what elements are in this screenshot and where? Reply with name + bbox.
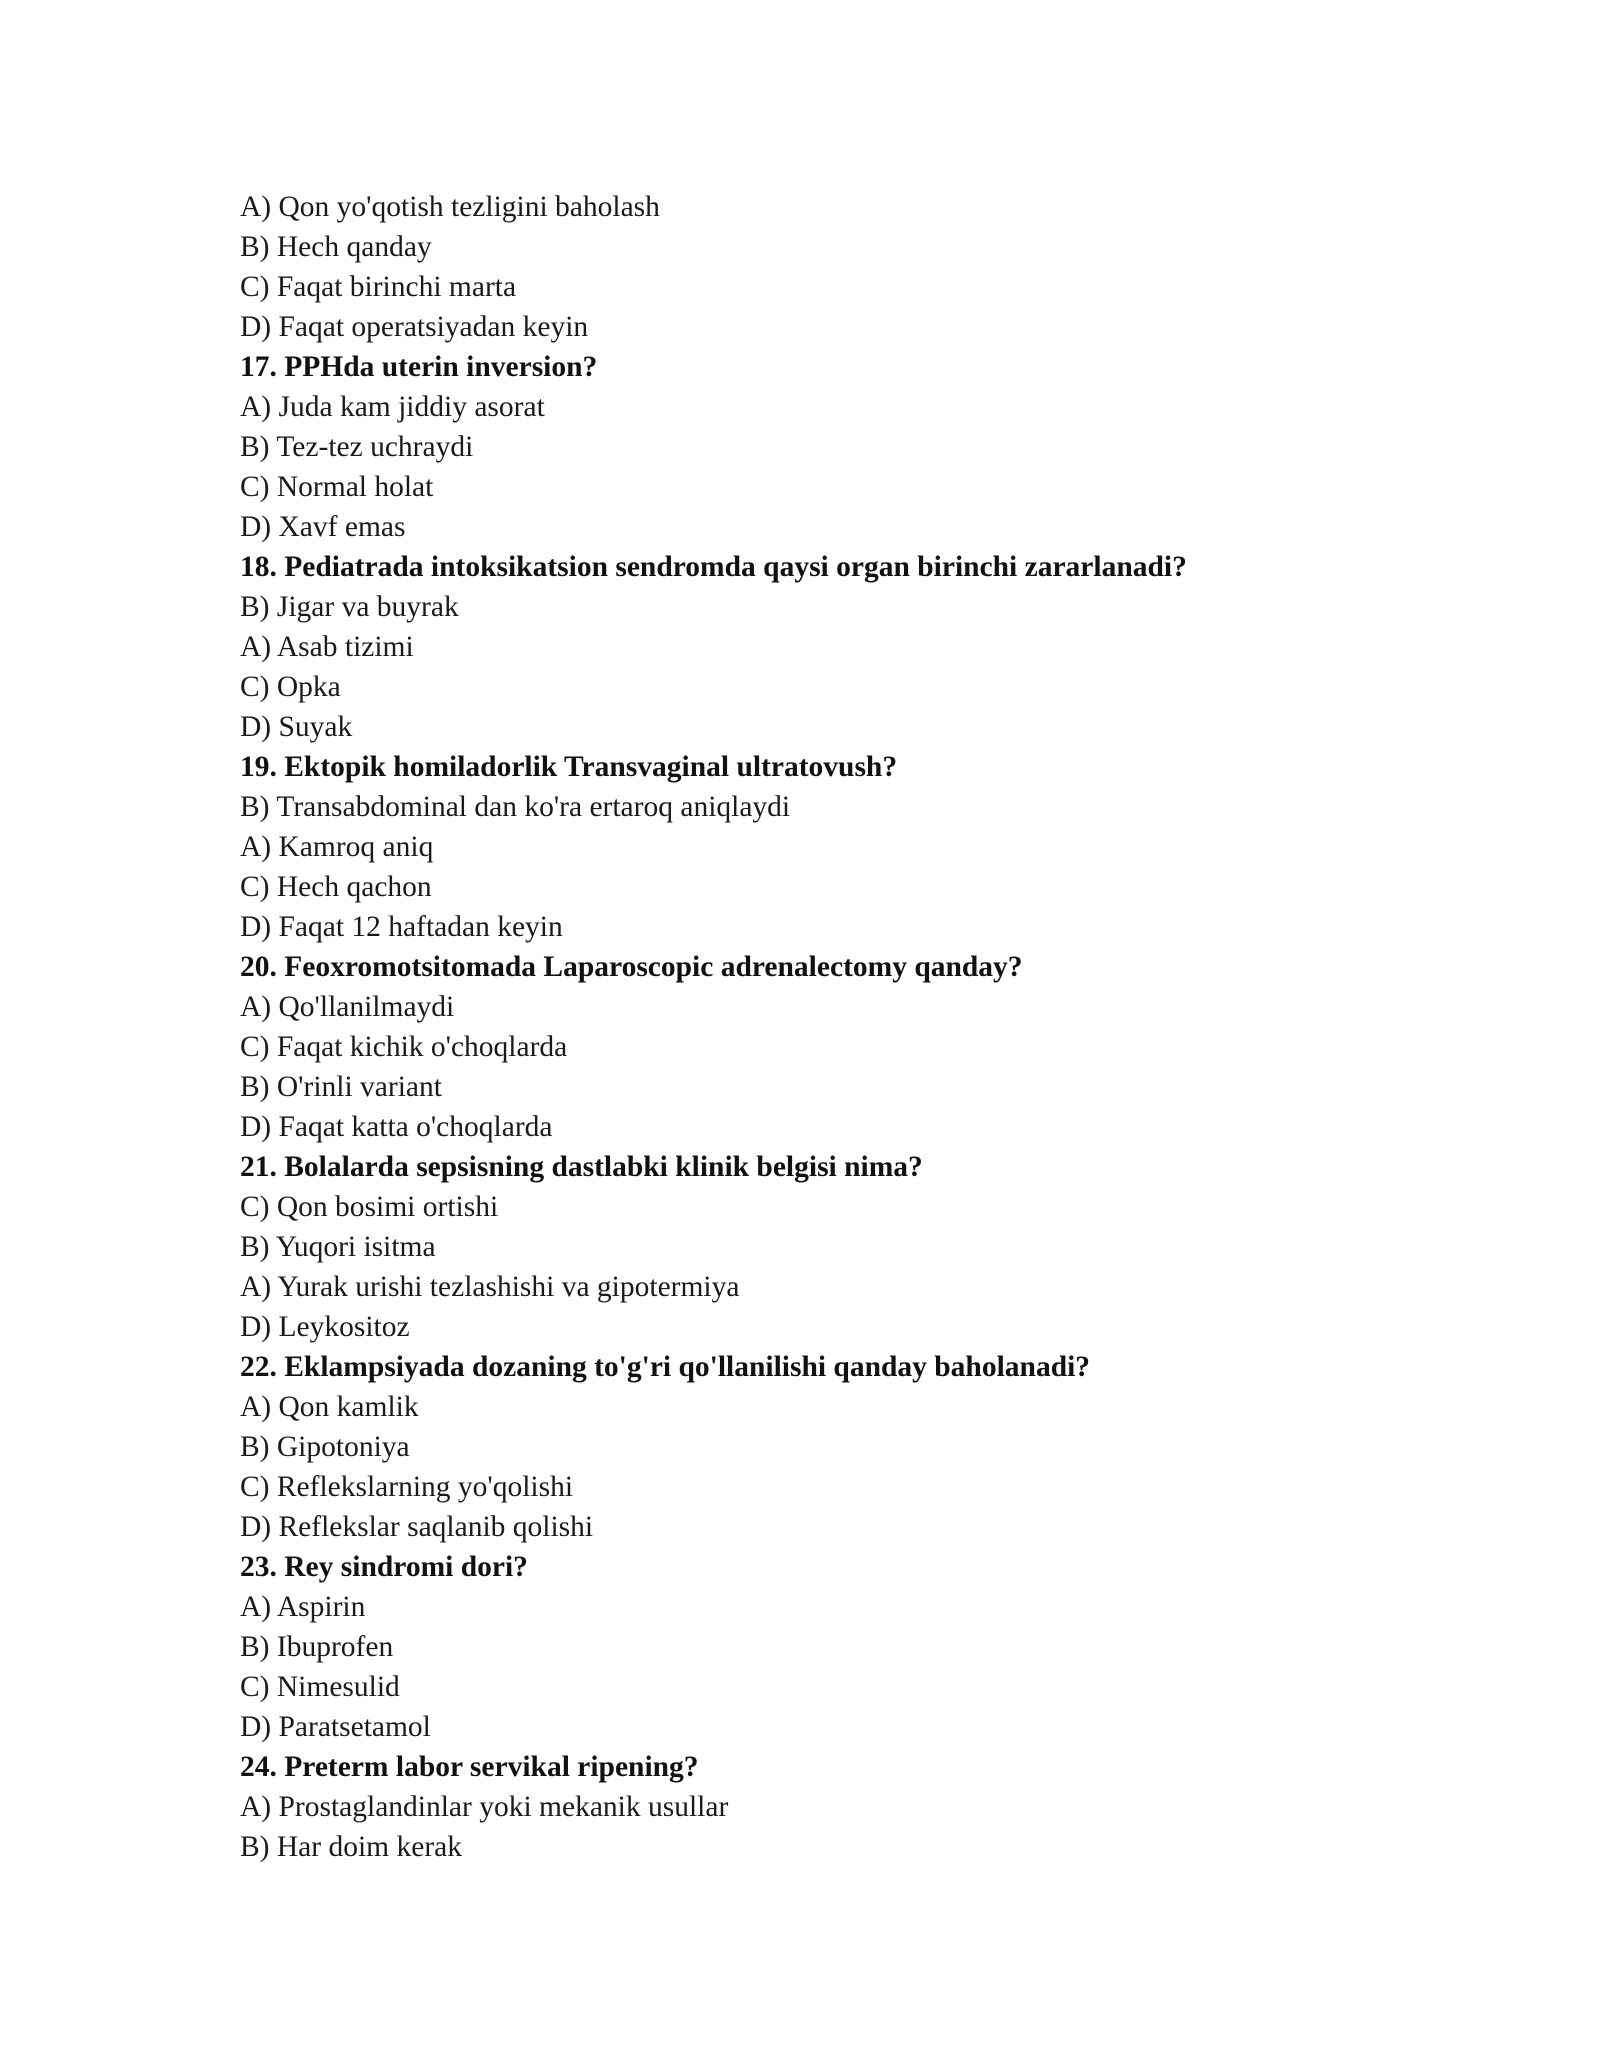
- answer-option: B) Hech qanday: [240, 231, 432, 263]
- answer-option: A) Asab tizimi: [240, 631, 414, 663]
- answer-option: C) Nimesulid: [240, 1671, 400, 1703]
- question-heading: 19. Ektopik homiladorlik Transvaginal ultratovush?: [240, 751, 898, 783]
- answer-option: B) Tez-tez uchraydi: [240, 431, 474, 463]
- answer-option: B) Ibuprofen: [240, 1631, 394, 1663]
- answer-option: A) Qon kamlik: [240, 1391, 419, 1423]
- answer-option: B) O'rinli variant: [240, 1071, 442, 1103]
- answer-option: D) Xavf emas: [240, 511, 406, 543]
- answer-option: B) Transabdominal dan ko'ra ertaroq aniqlaydi: [240, 791, 791, 823]
- answer-option: D) Leykositoz: [240, 1311, 410, 1343]
- answer-option: C) Faqat birinchi marta: [240, 271, 517, 303]
- question-heading: 20. Feoxromotsitomada Laparoscopic adrenalectomy qanday?: [240, 951, 1023, 983]
- answer-option: C) Reflekslarning yo'qolishi: [240, 1471, 574, 1503]
- answer-option: C) Faqat kichik o'choqlarda: [240, 1031, 568, 1063]
- answer-option: D) Suyak: [240, 711, 353, 743]
- answer-option: D) Faqat operatsiyadan keyin: [240, 311, 589, 343]
- answer-option: B) Yuqori isitma: [240, 1231, 436, 1263]
- answer-option: A) Prostaglandinlar yoki mekanik usullar: [240, 1791, 729, 1823]
- answer-option: B) Jigar va buyrak: [240, 591, 459, 623]
- question-heading: 24. Preterm labor servikal ripening?: [240, 1751, 699, 1783]
- question-heading: 17. PPHda uterin inversion?: [240, 351, 598, 383]
- answer-option: C) Qon bosimi ortishi: [240, 1191, 499, 1223]
- answer-option: D) Paratsetamol: [240, 1711, 431, 1743]
- answer-option: A) Qo'llanilmaydi: [240, 991, 455, 1023]
- answer-option: B) Gipotoniya: [240, 1431, 410, 1463]
- answer-option: D) Reflekslar saqlanib qolishi: [240, 1511, 594, 1543]
- answer-option: D) Faqat 12 haftadan keyin: [240, 911, 563, 943]
- answer-option: D) Faqat katta o'choqlarda: [240, 1111, 553, 1143]
- question-heading: 18. Pediatrada intoksikatsion sendromda qaysi organ birinchi zararlanadi?: [240, 551, 1187, 583]
- answer-option: C) Hech qachon: [240, 871, 432, 903]
- answer-option: A) Kamroq aniq: [240, 831, 434, 863]
- question-heading: 22. Eklampsiyada dozaning to'g'ri qo'llanilishi qanday baholanadi?: [240, 1351, 1091, 1383]
- answer-option: A) Qon yo'qotish tezligini baholash: [240, 191, 660, 223]
- answer-option: A) Yurak urishi tezlashishi va gipotermiya: [240, 1271, 740, 1303]
- answer-option: A) Aspirin: [240, 1591, 366, 1623]
- answer-option: B) Har doim kerak: [240, 1831, 462, 1863]
- answer-option: C) Opka: [240, 671, 341, 703]
- answer-option: A) Juda kam jiddiy asorat: [240, 391, 545, 423]
- question-heading: 23. Rey sindromi dori?: [240, 1551, 528, 1583]
- document-content: [240, 187, 1440, 1867]
- question-heading: 21. Bolalarda sepsisning dastlabki klinik belgisi nima?: [240, 1151, 923, 1183]
- answer-option: C) Normal holat: [240, 471, 434, 503]
